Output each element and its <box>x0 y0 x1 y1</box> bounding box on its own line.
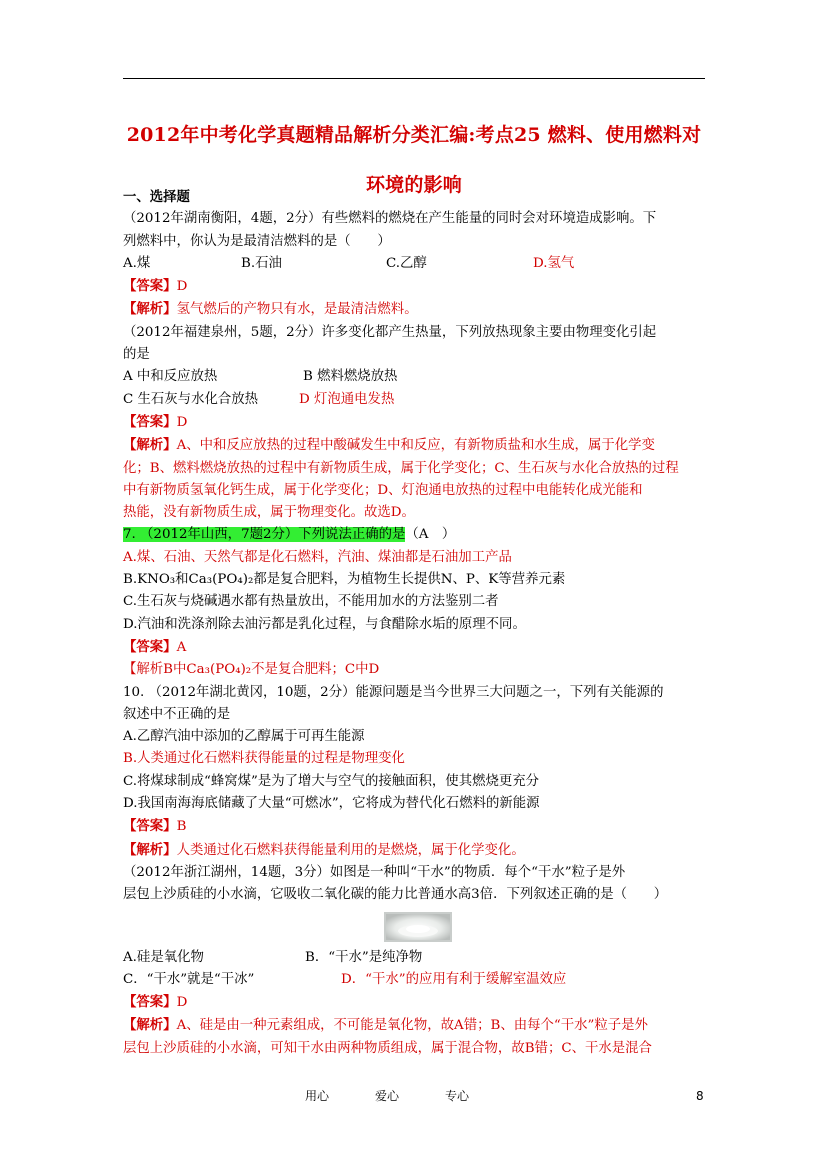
q5-stem-1: （2012年浙江湖州，14题，3分）如图是一种叫“干水”的物质．每个“干水”粒子是外 <box>123 864 626 880</box>
header-rule <box>123 78 705 79</box>
q3-stem <box>123 524 713 546</box>
footer-motto <box>305 1088 515 1104</box>
q5-stem-2: 层包上沙质硅的小水滴，它吸收二氧化碳的能力比普通水高3倍．下列叙述正确的是（ ） <box>123 887 668 903</box>
q5-analysis-2: 层包上沙质硅的小水滴，可知干水由两种物质组成，属于混合物，故B错；C、干水是混合 <box>123 1040 652 1056</box>
q5-option-c: C．“干水”就是“干冰” <box>123 971 255 987</box>
q5-options-row-2 <box>123 969 713 991</box>
q1-answer <box>123 275 713 298</box>
q2-options-row-1 <box>123 366 713 388</box>
q2-stem-2: 的是 <box>123 347 150 363</box>
page-number: 8 <box>696 1089 704 1103</box>
q5-options-row-1 <box>123 947 713 969</box>
document-body <box>123 186 713 1060</box>
q2-stem-1: （2012年福建泉州，5题，2分）许多变化都产生热量，下列放热现象主要由物理变化引起 <box>123 324 657 340</box>
analysis-text: A、中和反应放热的过程中酸碱发生中和反应，有新物质盐和水生成，属于化学变 <box>176 438 655 454</box>
analysis-text: 人类通过化石燃料获得能量利用的是燃烧，属于化学变化。 <box>176 842 525 858</box>
answer-label: 【答案】 <box>123 278 177 295</box>
q2-option-c: C 生石灰与水化合放热 <box>123 391 259 407</box>
q3-option-a: A.煤、石油、天然气都是化石燃料，汽油、煤油都是石油加工产品 <box>123 549 512 565</box>
q3-stem-tail: （A ） <box>405 527 456 543</box>
q4-analysis <box>123 839 713 862</box>
q1-analysis <box>123 298 713 321</box>
q3-answer <box>123 636 713 659</box>
q5-analysis-1 <box>123 1014 713 1037</box>
section-heading: 一、选择题 <box>123 189 190 205</box>
q3-analysis: 【解析B中Ca₃(PO₄)₂不是复合肥料；C中D <box>123 662 380 678</box>
q4-option-a: A.乙醇汽油中添加的乙醇属于可再生能源 <box>123 729 365 745</box>
q4-answer <box>123 815 713 838</box>
answer-value: B <box>176 819 187 835</box>
q5-answer <box>123 991 713 1014</box>
footer-item: 用心 <box>305 1089 330 1103</box>
answer-value: D <box>176 279 188 295</box>
dry-water-figure <box>123 907 713 947</box>
answer-label: 【答案】 <box>123 413 177 430</box>
q3-option-b: B.KNO₃和Ca₃(PO₄)₂都是复合肥料，为植物生长提供N、P、K等营养元素 <box>123 572 566 588</box>
q5-option-d: D．“干水”的应用有利于缓解室温效应 <box>341 971 567 987</box>
title-line-1: 2012年中考化学真题精品解析分类汇编:考点25 燃料、使用燃料对 <box>126 124 702 146</box>
q2-answer <box>123 411 713 434</box>
analysis-label: 【解析】 <box>123 841 177 858</box>
q2-options-row-2 <box>123 389 713 411</box>
q1-option-c: C.乙醇 <box>386 255 427 271</box>
q1-options <box>123 253 713 275</box>
dry-water-powder-image <box>382 909 454 945</box>
q4-stem-2: 叙述中不正确的是 <box>123 706 231 722</box>
q2-analysis-4: 热能，没有新物质生成，属于物理变化。故选D。 <box>123 505 415 521</box>
q2-analysis-3: 中有新物质氢氧化钙生成，属于化学变化；D、灯泡通电放热的过程中电能转化成光能和 <box>123 482 643 498</box>
title-line-2: 环境的影响 <box>365 174 462 196</box>
q2-analysis-1 <box>123 434 713 457</box>
q1-option-d: D.氢气 <box>533 255 575 271</box>
analysis-text: 氢气燃后的产物只有水，是最清洁燃料。 <box>176 302 418 318</box>
analysis-label: 【解析】 <box>123 301 177 318</box>
answer-label: 【答案】 <box>123 994 177 1011</box>
q3-stem-highlight: 7. （2012年山西，7题2分）下列说法正确的是 <box>123 527 406 543</box>
q5-option-a: A.硅是氧化物 <box>123 949 204 965</box>
q2-option-b: B 燃料燃烧放热 <box>303 369 398 385</box>
q1-option-a: A.煤 <box>123 255 151 271</box>
q1-option-b: B.石油 <box>241 255 282 271</box>
answer-value: D <box>176 995 188 1011</box>
answer-value: A <box>176 639 187 655</box>
footer-item: 专心 <box>445 1089 470 1103</box>
q3-option-c: C.生石灰与烧碱遇水都有热量放出，不能用加水的方法鉴别二者 <box>123 594 499 610</box>
q1-stem-1: （2012年湖南衡阳，4题，2分）有些燃料的燃烧在产生能量的同时会对环境造成影响。下 <box>123 211 657 227</box>
analysis-label: 【解析】 <box>123 437 177 454</box>
answer-label: 【答案】 <box>123 818 177 835</box>
q2-option-d: D 灯泡通电发热 <box>299 391 395 407</box>
answer-label: 【答案】 <box>123 638 177 655</box>
answer-value: D <box>176 414 188 430</box>
footer-item: 爱心 <box>375 1089 400 1103</box>
q1-stem-2: 列燃料中，你认为是最清洁燃料的是（ ） <box>123 233 391 249</box>
q5-option-b: B．“干水”是纯净物 <box>305 949 423 965</box>
q4-option-b: B.人类通过化石燃料获得能量的过程是物理变化 <box>123 751 405 767</box>
analysis-label: 【解析】 <box>123 1017 177 1034</box>
q4-option-d: D.我国南海海底储藏了大量“可燃冰”，它将成为替代化石燃料的新能源 <box>123 796 540 812</box>
q4-option-c: C.将煤球制成“蜂窝煤”是为了增大与空气的接触面积，使其燃烧更充分 <box>123 773 540 789</box>
q4-stem-1: 10. （2012年湖北黄冈，10题，2分）能源问题是当今世界三大问题之一，下列有关能源的 <box>123 684 664 700</box>
q2-analysis-2: 化；B、燃料燃烧放热的过程中有新物质生成，属于化学变化；C、生石灰与水化合放热的过程 <box>123 460 679 476</box>
analysis-text: A、硅是由一种元素组成，不可能是氧化物，故A错；B、由每个“干水”粒子是外 <box>176 1018 648 1034</box>
q2-option-a: A 中和反应放热 <box>123 369 218 385</box>
q3-option-d: D.汽油和洗涤剂除去油污都是乳化过程，与食醋除水垢的原理不同。 <box>123 616 526 632</box>
